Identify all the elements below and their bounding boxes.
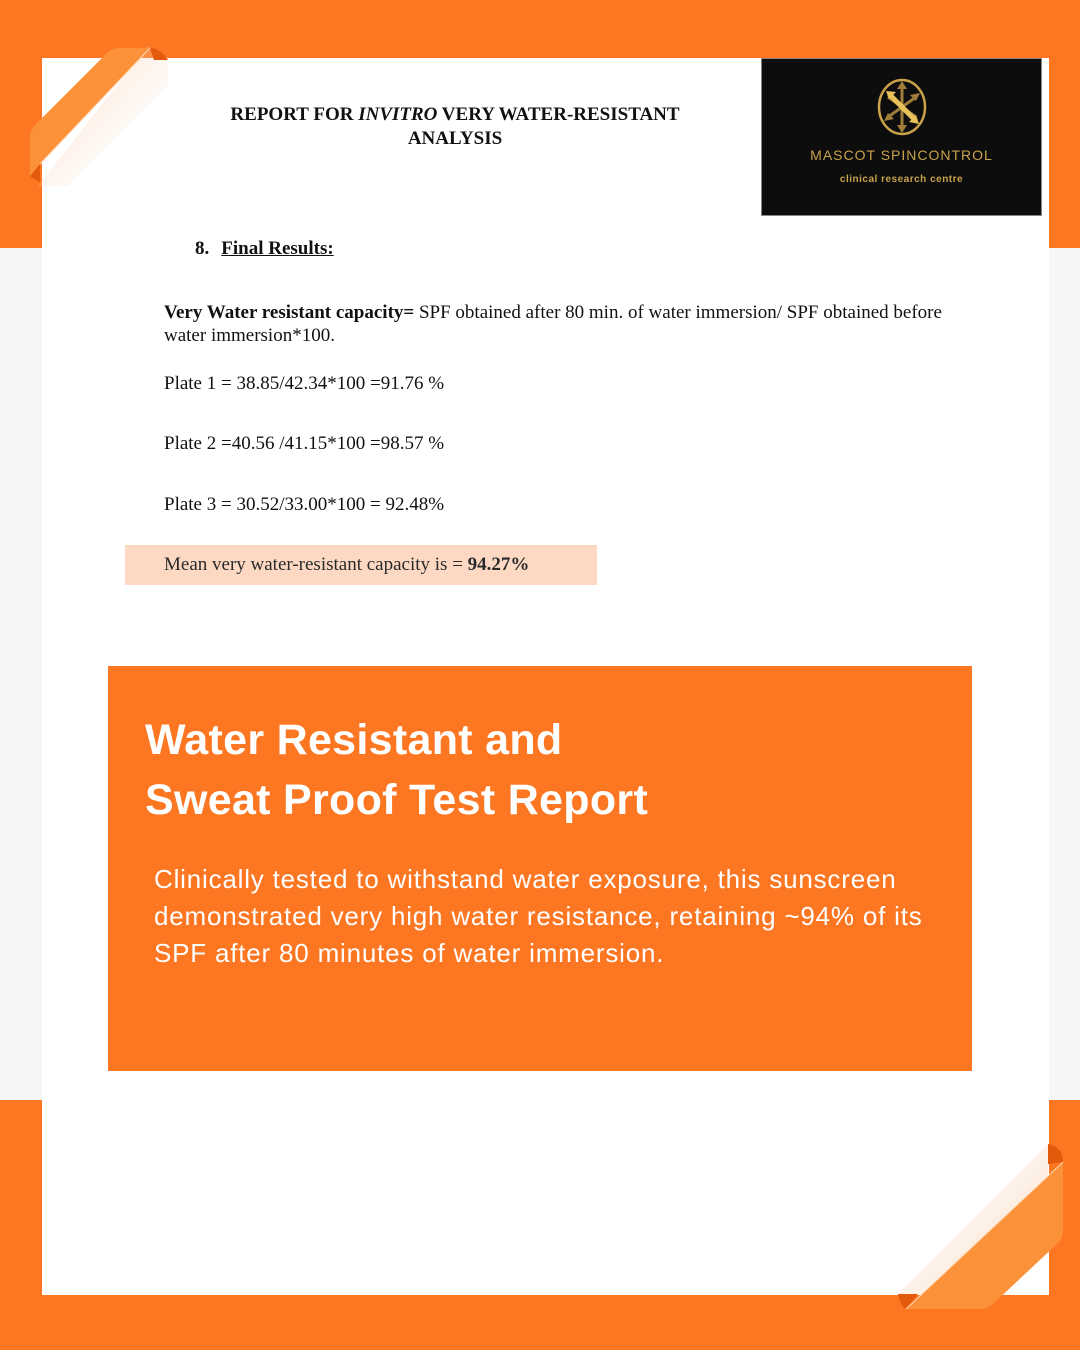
promo-title-line2: Sweat Proof Test Report <box>145 776 649 824</box>
report-title <box>160 103 750 151</box>
logo-name: MASCOT SPINCONTROL <box>810 147 993 163</box>
promo-panel <box>108 666 972 1071</box>
plate-result: Plate 3 = 30.52/33.00*100 = 92.48% <box>164 494 445 515</box>
formula-label: Very Water resistant capacity= <box>164 302 415 323</box>
mascot-spincontrol-logo <box>761 58 1042 216</box>
title-prefix: REPORT FOR <box>230 104 359 125</box>
mean-result <box>164 554 529 576</box>
mean-label: Mean very water-resistant capacity is = <box>164 554 468 575</box>
promo-body: Clinically tested to withstand water exposure, this sunscreen demonstrated very high water resistance, retaining ~94% of its SPF after 80 minutes of water immersion. <box>154 864 923 968</box>
section-heading-text: Final Results: <box>221 238 334 259</box>
section-number: 8. <box>195 238 210 259</box>
mean-result-highlight <box>125 545 597 585</box>
title-suffix: VERY WATER-RESISTANT <box>437 104 680 125</box>
corner-ribbon-icon <box>28 46 168 186</box>
plate-result: Plate 2 =40.56 /41.15*100 =98.57 % <box>164 433 445 454</box>
title-line2: ANALYSIS <box>407 128 503 149</box>
plate-result: Plate 1 = 38.85/42.34*100 =91.76 % <box>164 373 445 394</box>
title-italic: INVITRO <box>358 104 438 125</box>
compass-arrows-icon <box>876 77 928 137</box>
logo-subtitle: clinical research centre <box>839 174 964 185</box>
formula-definition <box>164 301 944 347</box>
section-heading <box>195 238 334 260</box>
mean-value: 94.27% <box>467 554 530 575</box>
corner-ribbon-icon <box>898 1144 1068 1314</box>
formula-text: SPF obtained after 80 min. of water immersion/ SPF obtained before water immersion*100. <box>164 302 942 346</box>
promo-title <box>145 710 648 830</box>
promo-title-line1: Water Resistant and <box>145 716 563 764</box>
